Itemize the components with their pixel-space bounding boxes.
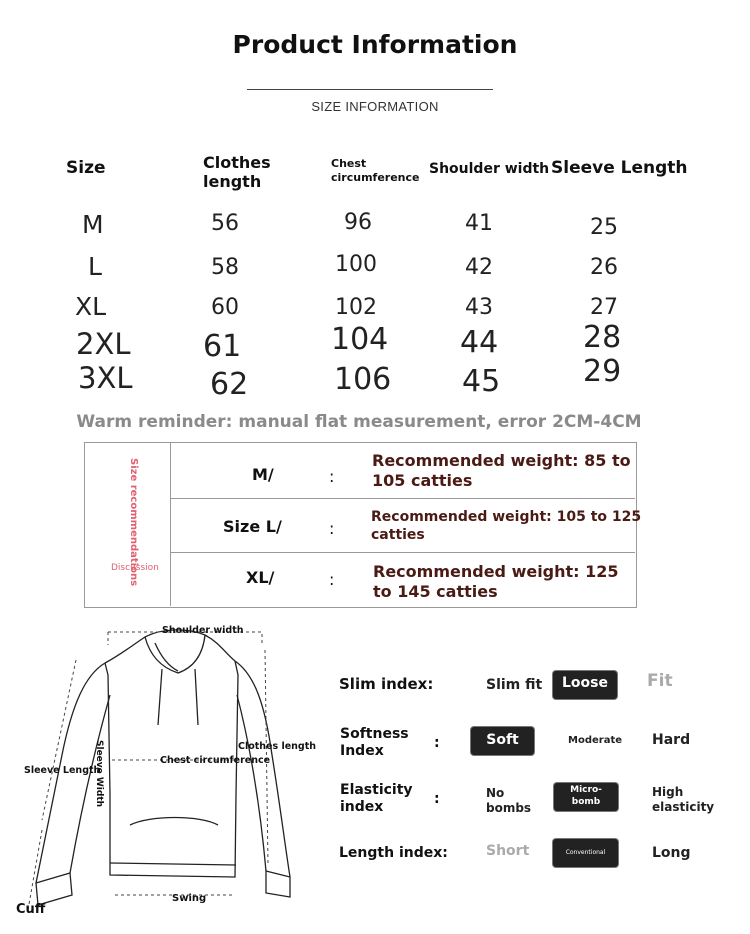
rec-size-label: XL/ [246,568,275,587]
table-cell-shoulder: 43 [465,295,493,320]
recommendations-side-label: Size recommendations [128,458,139,587]
table-cell-shoulder: 42 [465,255,493,280]
header-shoulder: Shoulder width [429,161,550,177]
elasticity-opt1-line1: No [486,786,505,800]
elasticity-sel-line1: Micro- [570,785,602,795]
title-divider [247,89,493,90]
header-clothes-length [203,153,271,191]
header-chest [331,157,419,185]
elasticity-opt3-line2: elasticity [652,800,715,814]
softness-label-line2: Index [340,743,384,759]
table-cell-shoulder: 44 [460,325,499,360]
diagram-label-swing: Swing [172,893,207,904]
table-cell-shoulder: 45 [462,364,501,399]
slim-index-label: Slim index: [339,675,434,693]
diagram-label-sleeve-length: Sleeve Length [24,765,101,776]
header-chest-line2: circumference [331,171,420,184]
table-cell-size: M [82,210,104,239]
elasticity-option-no-bombs [486,786,531,816]
slim-option-fit: Fit [647,671,673,691]
table-cell-sleeve: 25 [590,215,618,240]
diagram-label-cuff: Cuff [16,902,46,917]
table-cell-sleeve: 26 [590,255,618,280]
rec-weight-line1: Recommended weight: 125 [373,562,619,581]
measurement-reminder: Warm reminder: manual flat measurement, error 2CM-4CM [76,412,642,432]
elasticity-opt1-line2: bombs [486,801,532,815]
length-option-conventional-selected: Conventional [553,839,618,867]
length-option-short: Short [486,843,530,859]
softness-colon: : [434,735,440,751]
elasticity-label-line2: index [340,799,384,815]
elasticity-label-line1: Elasticity [340,782,413,798]
table-cell-shoulder: 41 [465,211,493,236]
table-cell-size: XL [75,292,107,321]
rec-weight-line2: to 145 catties [373,582,498,601]
recommendations-row-divider [171,498,635,499]
softness-option-hard: Hard [652,732,691,748]
rec-colon: : [329,467,335,486]
table-cell-size: L [88,252,102,281]
slim-option-slim-fit: Slim fit [486,677,543,693]
table-cell-size: 2XL [76,327,131,361]
header-chest-line1: Chest [331,157,367,170]
elasticity-colon: : [434,791,440,807]
diagram-label-sleeve-width: Sleeve Width [94,740,104,808]
rec-weight-line2: catties [371,527,425,543]
recommendations-row-divider [171,552,635,553]
table-cell-chest: 106 [334,362,392,397]
length-index-label: Length index: [339,845,448,861]
slim-option-loose-selected: Loose [553,671,617,699]
softness-label-line1: Softness [340,726,409,742]
elasticity-index-label [340,782,413,816]
table-cell-sleeve: 27 [590,295,618,320]
table-cell-sleeve: 28 [583,320,622,355]
table-cell-chest: 96 [344,210,372,235]
table-cell-chest: 102 [335,295,377,320]
softness-index-label [340,726,409,760]
rec-colon: : [329,570,335,589]
diagram-label-chest: Chest circumference [160,755,271,766]
table-cell-length: 56 [211,211,239,236]
table-cell-chest: 104 [331,322,389,357]
table-cell-chest: 100 [335,252,377,277]
rec-weight-text [373,562,619,602]
rec-weight-line1: Recommended weight: 85 to [372,451,631,470]
rec-weight-text [372,451,631,491]
elasticity-option-high [652,785,714,815]
table-cell-length: 60 [211,295,239,320]
header-size: Size [66,158,106,178]
page-title: Product Information [232,30,518,59]
table-cell-sleeve: 29 [583,354,622,389]
page-subtitle: SIZE INFORMATION [311,99,439,114]
table-cell-length: 58 [211,255,239,280]
rec-weight-line1: Recommended weight: 105 to 125 [371,509,642,525]
rec-size-label: Size L/ [223,517,282,536]
elasticity-opt3-line1: High [652,785,684,799]
header-clothes-length-line1: Clothes [203,153,271,172]
elasticity-sel-line2: bomb [571,797,601,807]
rec-colon: : [329,519,335,538]
table-cell-length: 61 [203,329,242,364]
table-cell-size: 3XL [78,361,133,395]
softness-option-soft-selected: Soft [471,727,534,755]
rec-size-label: M/ [252,465,274,484]
elasticity-option-micro-bomb-selected [554,783,618,811]
softness-option-moderate: Moderate [568,735,623,746]
recommendations-side-sub: Discussion [111,563,159,573]
diagram-label-clothes-length: Clothes length [238,741,317,752]
header-clothes-length-line2: length [203,172,262,191]
table-cell-length: 62 [210,367,249,402]
rec-weight-text [371,508,641,544]
diagram-label-shoulder: Shoulder width [162,625,244,636]
length-option-long: Long [652,845,691,861]
rec-weight-line2: 105 catties [372,471,473,490]
header-sleeve: Sleeve Length [551,158,688,178]
